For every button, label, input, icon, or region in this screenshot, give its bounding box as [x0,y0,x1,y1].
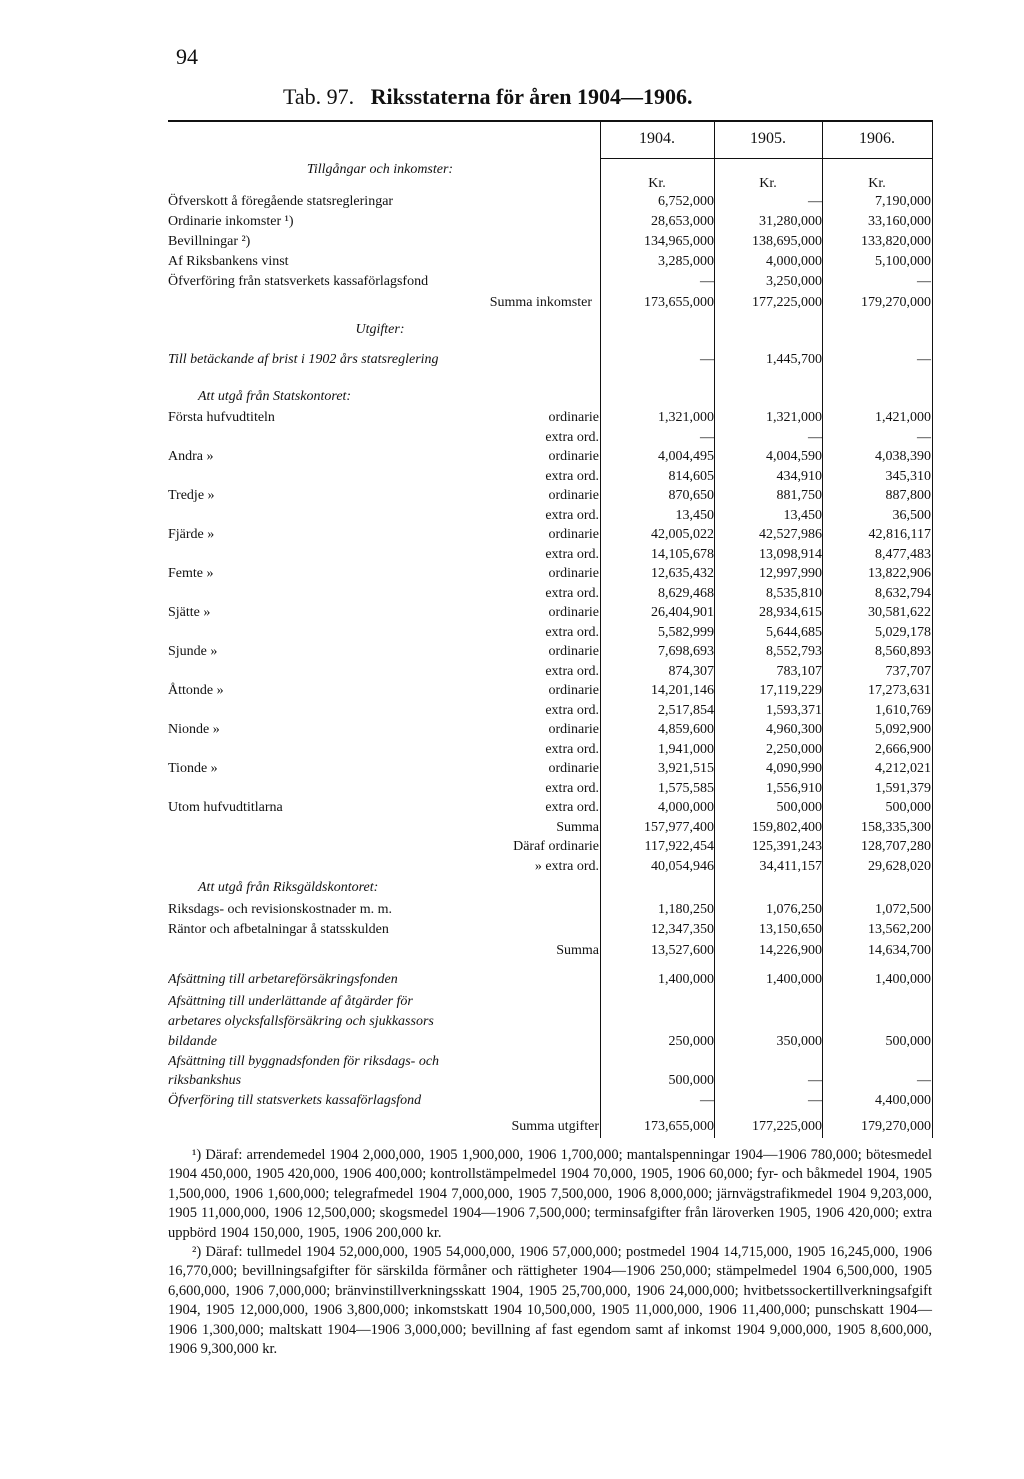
value-cell: 4,004,495 [658,449,714,464]
value-cell: 783,107 [776,664,822,679]
table-row [168,272,932,291]
value-cell: 500,000 [668,1073,714,1088]
row-label: Räntor och afbetalningar å statsskulden [168,922,389,937]
row-label: Att utgå från Riksgäldskontoret: [198,880,379,895]
year-header-1904: 1904. [639,130,675,147]
table-row [168,387,932,406]
value-cell: 13,150,650 [759,922,822,937]
row-label: Öfverskott å föregående statsregleringar [168,194,394,209]
row-label: Bevillningar ²) [168,234,251,249]
value-cell: 4,400,000 [875,1093,931,1108]
row-sublabel: ordinarie [548,605,599,620]
value-cell: 5,092,900 [875,722,931,737]
value-cell: 33,160,000 [868,214,931,229]
value-cell: 4,000,000 [658,800,714,815]
table-row [168,1091,932,1110]
value-cell: 1,421,000 [875,410,931,425]
value-cell: — [808,194,822,209]
row-sublabel: extra ord. [545,703,599,718]
value-cell: 881,750 [776,488,822,503]
value-cell: 12,997,990 [759,566,822,581]
table-row [168,878,932,897]
row-sublabel: ordinarie [548,683,599,698]
value-cell: 1,400,000 [658,972,714,987]
value-cell: 177,225,000 [752,1119,822,1134]
value-cell: 1,321,000 [766,410,822,425]
value-cell: 1,321,000 [658,410,714,425]
row-label: Femte » [168,566,214,581]
row-label: Att utgå från Statskontoret: [198,389,352,404]
row-label: Afsättning till byggnadsfonden för riksdags- och [168,1054,440,1069]
value-cell: 4,212,021 [875,761,931,776]
row-label: Öfverföring från statsverkets kassaförlagsfond [168,274,429,289]
value-cell: 250,000 [668,1034,714,1049]
row-sublabel: ordinarie [548,410,599,425]
value-cell: 13,450 [675,508,714,523]
value-cell: 177,225,000 [752,295,822,310]
row-label: Första hufvudtiteln [168,410,275,425]
value-cell: 870,650 [668,488,714,503]
value-cell: 4,859,600 [658,722,714,737]
value-cell: 3,921,515 [658,761,714,776]
value-cell: 1,591,379 [875,781,931,796]
value-cell: 125,391,243 [752,839,822,854]
value-cell: 737,707 [885,664,931,679]
value-cell: 12,635,432 [651,566,714,581]
row-label: Riksdags- och revisionskostnader m. m. [168,902,392,917]
table-row [168,681,932,700]
table-row [168,486,932,505]
value-cell: 179,270,000 [861,295,931,310]
row-label: Åttonde » [168,683,224,698]
footnotes [168,1146,932,1359]
table-row [168,720,932,739]
currency-label: Kr. [648,176,666,191]
value-cell: 117,922,454 [644,839,714,854]
value-cell: 1,400,000 [875,972,931,987]
value-cell: 814,605 [668,469,714,484]
value-cell: 4,038,390 [875,449,931,464]
table-heading: Riksstaterna för åren 1904—1906. [370,84,693,109]
value-cell: 5,029,178 [875,625,931,640]
value-cell: 8,552,793 [766,644,822,659]
value-cell: 4,960,300 [766,722,822,737]
table-row [168,232,932,251]
value-cell: 1,575,585 [658,781,714,796]
value-cell: — [917,430,931,445]
value-cell: 31,280,000 [759,214,822,229]
table-row [168,642,932,661]
value-cell: 1,556,910 [766,781,822,796]
table-row [168,408,932,427]
table-row [168,992,932,1011]
row-sublabel: ordinarie [548,644,599,659]
value-cell: 434,910 [776,469,822,484]
row-label: Tillgångar och inkomster: [306,162,454,177]
value-cell: 2,250,000 [766,742,822,757]
row-sublabel: Summa utgifter [511,1119,599,1134]
table-row [168,941,932,960]
row-label: Tionde » [168,761,218,776]
table-row [168,837,932,856]
currency-label: Kr. [868,176,886,191]
row-sublabel: ordinarie [548,488,599,503]
row-sublabel: extra ord. [545,586,599,601]
row-label: Ordinarie inkomster ¹) [168,214,294,229]
row-label: Utom hufvudtitlarna [168,800,283,815]
value-cell: 345,310 [885,469,931,484]
value-cell: 4,000,000 [766,254,822,269]
table-row [168,779,932,798]
value-cell: 500,000 [885,1034,931,1049]
value-cell: 1,180,250 [658,902,714,917]
value-cell: 1,072,500 [875,902,931,917]
value-cell: 1,941,000 [658,742,714,757]
row-sublabel: extra ord. [545,781,599,796]
value-cell: 2,517,854 [658,703,714,718]
value-cell: 17,119,229 [759,683,822,698]
value-cell: — [808,1093,822,1108]
value-cell: 40,054,946 [651,859,714,874]
header-rule [600,158,932,159]
table-row [168,662,932,681]
value-cell: 887,800 [885,488,931,503]
table-row [168,160,932,179]
table-row [168,545,932,564]
value-cell: 30,581,622 [868,605,931,620]
value-cell: 8,632,794 [875,586,931,601]
column-divider [932,120,933,1138]
value-cell: 6,752,000 [658,194,714,209]
value-cell: — [808,430,822,445]
table-row [168,818,932,837]
value-cell: 1,400,000 [766,972,822,987]
row-sublabel: ordinarie [548,722,599,737]
table-row [168,798,932,817]
value-cell: 13,822,906 [868,566,931,581]
table-row [168,252,932,271]
table-row [168,584,932,603]
table-row [168,1071,932,1090]
value-cell: 14,201,146 [651,683,714,698]
value-cell: 4,004,590 [766,449,822,464]
row-sublabel: extra ord. [545,742,599,757]
value-cell: 179,270,000 [861,1119,931,1134]
row-sublabel: Summa [556,943,599,958]
row-sublabel: » extra ord. [534,859,599,874]
value-cell: 12,347,350 [651,922,714,937]
value-cell: 42,527,986 [759,527,822,542]
table-row [168,1117,932,1136]
row-label: Sjunde » [168,644,218,659]
value-cell: 13,562,200 [868,922,931,937]
row-label: Utgifter: [355,322,405,337]
value-cell: 3,285,000 [658,254,714,269]
value-cell: 8,560,893 [875,644,931,659]
value-cell: 42,816,117 [868,527,931,542]
table-row [168,1052,932,1071]
row-label: riksbankshus [168,1073,242,1088]
value-cell: 26,404,901 [651,605,714,620]
table-row [168,1012,932,1031]
value-cell: 14,226,900 [759,943,822,958]
table-title [283,84,693,110]
row-label: Tredje » [168,488,215,503]
value-cell: 158,335,300 [861,820,931,835]
row-label: Summa inkomster [489,295,592,310]
row-label: Afsättning till arbetareförsäkringsfonden [168,972,398,987]
page-number: 94 [176,44,198,69]
value-cell: 2,666,900 [875,742,931,757]
row-sublabel: extra ord. [545,800,599,815]
row-sublabel: extra ord. [545,469,599,484]
value-cell: 28,934,615 [759,605,822,620]
row-label: Till betäckande af brist i 1902 års statsreglering [168,352,439,367]
table-row [168,701,932,720]
value-cell: 500,000 [885,800,931,815]
value-cell: 28,653,000 [651,214,714,229]
value-cell: 13,527,600 [651,943,714,958]
table-row [168,467,932,486]
table-row [168,900,932,919]
row-sublabel: extra ord. [545,508,599,523]
table-row [168,857,932,876]
value-cell: — [917,274,931,289]
row-label: arbetares olycksfallsförsäkring och sjukkassors [168,1014,434,1029]
value-cell: 13,098,914 [759,547,822,562]
table-row [168,1032,932,1051]
value-cell: — [700,352,714,367]
value-cell: 1,610,769 [875,703,931,718]
table-row [168,428,932,447]
row-sublabel: extra ord. [545,547,599,562]
table-number: Tab. 97. [283,84,355,109]
table-row [168,759,932,778]
value-cell: 173,655,000 [644,1119,714,1134]
value-cell: — [700,430,714,445]
row-sublabel: extra ord. [545,664,599,679]
value-cell: 134,965,000 [644,234,714,249]
value-cell: 14,105,678 [651,547,714,562]
value-cell: 5,644,685 [766,625,822,640]
table-row [168,603,932,622]
table-row [168,320,932,339]
value-cell: 5,100,000 [875,254,931,269]
row-sublabel: ordinarie [548,527,599,542]
value-cell: 42,005,022 [651,527,714,542]
value-cell: 29,628,020 [868,859,931,874]
value-cell: 4,090,990 [766,761,822,776]
row-label: Afsättning till underlättande af åtgärder för [168,994,413,1009]
value-cell: 350,000 [776,1034,822,1049]
value-cell: 8,477,483 [875,547,931,562]
row-sublabel: extra ord. [545,625,599,640]
row-label: Nionde » [168,722,220,737]
value-cell: 8,629,468 [658,586,714,601]
row-sublabel: extra ord. [545,430,599,445]
row-sublabel: ordinarie [548,449,599,464]
table-top-rule [168,120,932,122]
table-row [168,564,932,583]
table-row [168,740,932,759]
table-row [168,970,932,989]
row-label: Fjärde » [168,527,215,542]
footnote-1: ¹) Däraf: arrendemedel 1904 2,000,000, 1905 1,900,000, 1906 1,700,000; mantalspenningar 1904—1906 780,000; bötesmedel 1904 450,000, 1905 420,000, 1906 400,000; kontrollstämpelmedel 1904 70,000, 1905, 1906 60,000; fyr- och båkmedel 1904, 1905 1,500,000, 1906 1,600,000; telegrafmedel 1904 7,000,000, 1905 7,500,000, 1906 8,000,000; järnvägstrafikmedel 1904 9,203,000, 1905 11,000,000, 1906 12,500,000; skogsmedel 1904—1906 7,500,000; terminsafgifter från läroverken 1905, 1906 420,000; extra uppbörd 1904 150,000, 1905, 1906 200,000 kr. [168,1147,932,1241]
year-header-1905: 1905. [750,130,786,147]
value-cell: 3,250,000 [766,274,822,289]
value-cell: 173,655,000 [644,295,714,310]
value-cell: 7,190,000 [875,194,931,209]
table-row [168,192,932,211]
currency-label: Kr. [759,176,777,191]
table-row [168,920,932,939]
table-row [168,447,932,466]
value-cell: 874,307 [668,664,714,679]
table-row [168,525,932,544]
value-cell: 1,445,700 [766,352,822,367]
table-row [168,293,932,312]
value-cell: 133,820,000 [861,234,931,249]
value-cell: 34,411,157 [759,859,822,874]
row-sublabel: ordinarie [548,566,599,581]
value-cell: 128,707,280 [861,839,931,854]
footnote-2: ²) Däraf: tullmedel 1904 52,000,000, 1905 54,000,000, 1906 57,000,000; postmedel 1904 14,715,000, 1905 16,245,000, 1906 16,770,000; bevillningsafgifter för särskilda förmåner och rättigheter 1904—1906 250,000; stämpelmedel 1904 6,500,000, 1905 6,600,000, 1906 7,000,000; bränvinstillverkningsskatt 1904, 1905 25,700,000, 1906 24,000,000; hvitbetssockertillverkningsafgift 1904, 1905 12,000,000, 1906 3,800,000; inkomstskatt 1904 10,500,000, 1905 11,000,000, 1906 11,400,000; punschskatt 1904—1906 1,300,000; maltskatt 1904—1906 3,000,000; bevillning af fast egendom samt af inkomst 1904 9,000,000, 1905 8,600,000, 1906 9,300,000 kr. [168,1244,932,1358]
row-sublabel: ordinarie [548,761,599,776]
value-cell: — [700,274,714,289]
row-label: Andra » [168,449,214,464]
table-row [168,506,932,525]
value-cell: 1,593,371 [766,703,822,718]
value-cell: 36,500 [892,508,931,523]
value-cell: — [917,352,931,367]
value-cell: 13,450 [783,508,822,523]
value-cell: — [808,1073,822,1088]
table-row [168,350,932,369]
value-cell: 5,582,999 [658,625,714,640]
row-label: Öfverföring till statsverkets kassaförlagsfond [168,1093,422,1108]
value-cell: — [917,1073,931,1088]
value-cell: 500,000 [776,800,822,815]
value-cell: 1,076,250 [766,902,822,917]
row-label: bildande [168,1034,217,1049]
value-cell: 8,535,810 [766,586,822,601]
value-cell: 14,634,700 [868,943,931,958]
value-cell: 159,802,400 [752,820,822,835]
value-cell: 17,273,631 [868,683,931,698]
row-sublabel: Summa [556,820,599,835]
table-row [168,623,932,642]
row-label: Af Riksbankens vinst [168,254,289,269]
row-sublabel: Däraf ordinarie [513,839,599,854]
year-header-1906: 1906. [859,130,895,147]
value-cell: 138,695,000 [752,234,822,249]
row-label: Sjätte » [168,605,211,620]
value-cell: 7,698,693 [658,644,714,659]
table-row [168,212,932,231]
value-cell: 157,977,400 [644,820,714,835]
value-cell: — [700,1093,714,1108]
